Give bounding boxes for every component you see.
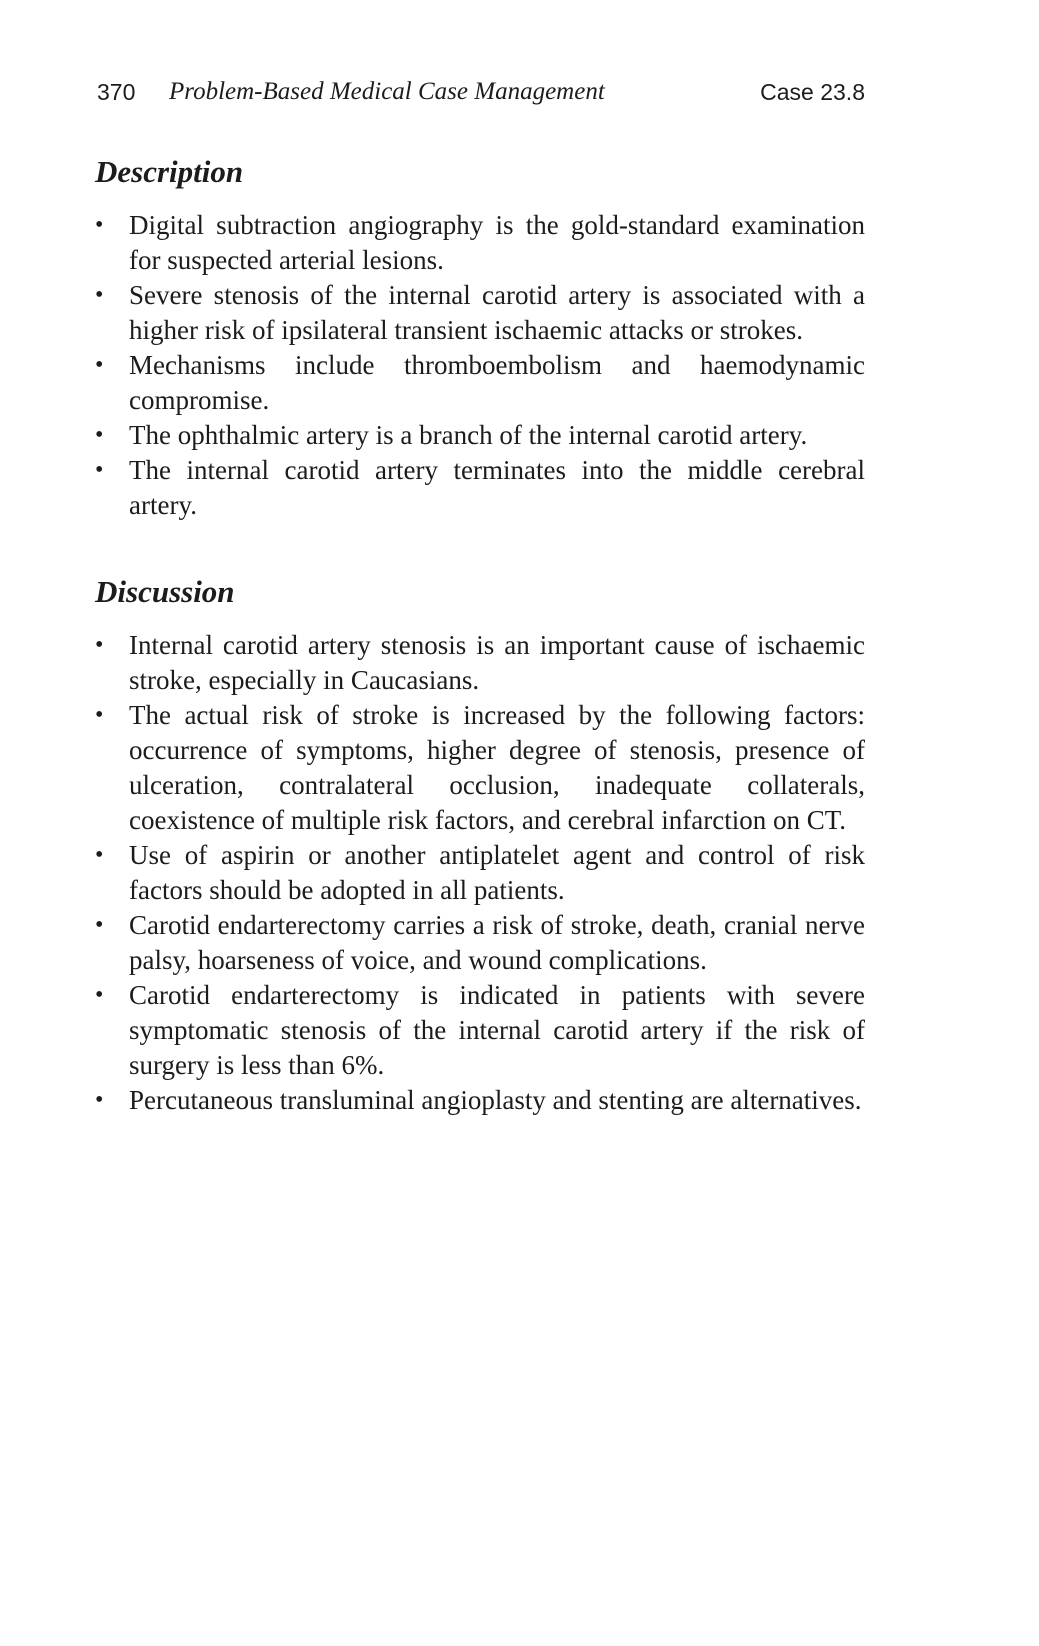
list-item [93, 348, 865, 418]
bullet-icon: • [95, 212, 104, 238]
section-heading-discussion: Discussion [95, 574, 235, 609]
list-item [93, 278, 865, 348]
list-item-text: Severe stenosis of the internal carotid artery is associated with a higher risk of ipsilateral transient ischaemic attacks or strokes. [129, 280, 865, 345]
list-item-text: Internal carotid artery stenosis is an important cause of ischaemic stroke, especially in Caucasians. [129, 630, 865, 695]
list-item-text: The ophthalmic artery is a branch of the internal carotid artery. [129, 420, 808, 450]
bullet-icon: • [95, 352, 104, 378]
list-item [93, 1083, 865, 1118]
list-item [93, 208, 865, 278]
bullet-icon: • [95, 457, 104, 483]
list-item-text: Carotid endarterectomy carries a risk of stroke, death, cranial nerve palsy, hoarseness of voice, and wound complications. [129, 910, 865, 975]
bullet-icon: • [95, 702, 104, 728]
bullet-icon: • [95, 632, 104, 658]
bullet-icon: • [95, 1087, 104, 1113]
list-item [93, 418, 865, 453]
bullet-icon: • [95, 842, 104, 868]
list-item [93, 978, 865, 1083]
running-head [97, 74, 865, 110]
list-item-text: Mechanisms include thromboembolism and haemodynamic compromise. [129, 350, 865, 415]
description-bullet-list [93, 208, 865, 523]
discussion-bullet-list [93, 628, 865, 1118]
list-item [93, 908, 865, 978]
list-item [93, 628, 865, 698]
bullet-icon: • [95, 912, 104, 938]
list-item-text: The actual risk of stroke is increased by the following factors: occurrence of symptoms, higher degree of stenosis, presence of ulceration, contralateral occlusion, inadequate collaterals, coexistence of multiple risk factors, and cerebral infarction on CT. [129, 700, 865, 835]
list-item-text: Percutaneous transluminal angioplasty and stenting are alternatives. [129, 1085, 862, 1115]
list-item-text: Digital subtraction angiography is the gold-standard examination for suspected arterial lesions. [129, 210, 865, 275]
bullet-icon: • [95, 422, 104, 448]
bullet-icon: • [95, 982, 104, 1008]
list-item [93, 698, 865, 838]
section-heading-description: Description [95, 154, 244, 189]
bullet-icon: • [95, 282, 104, 308]
list-item-text: Carotid endarterectomy is indicated in patients with severe symptomatic stenosis of the internal carotid artery if the risk of surgery is less than 6%. [129, 980, 865, 1080]
case-id: Case 23.8 [760, 79, 865, 105]
list-item [93, 453, 865, 523]
list-item-text: The internal carotid artery terminates into the middle cerebral artery. [129, 455, 865, 520]
page-number: 370 [97, 79, 136, 105]
list-item-text: Use of aspirin or another antiplatelet agent and control of risk factors should be adopted in all patients. [129, 840, 865, 905]
book-title: Problem-Based Medical Case Management [169, 78, 605, 105]
list-item [93, 838, 865, 908]
